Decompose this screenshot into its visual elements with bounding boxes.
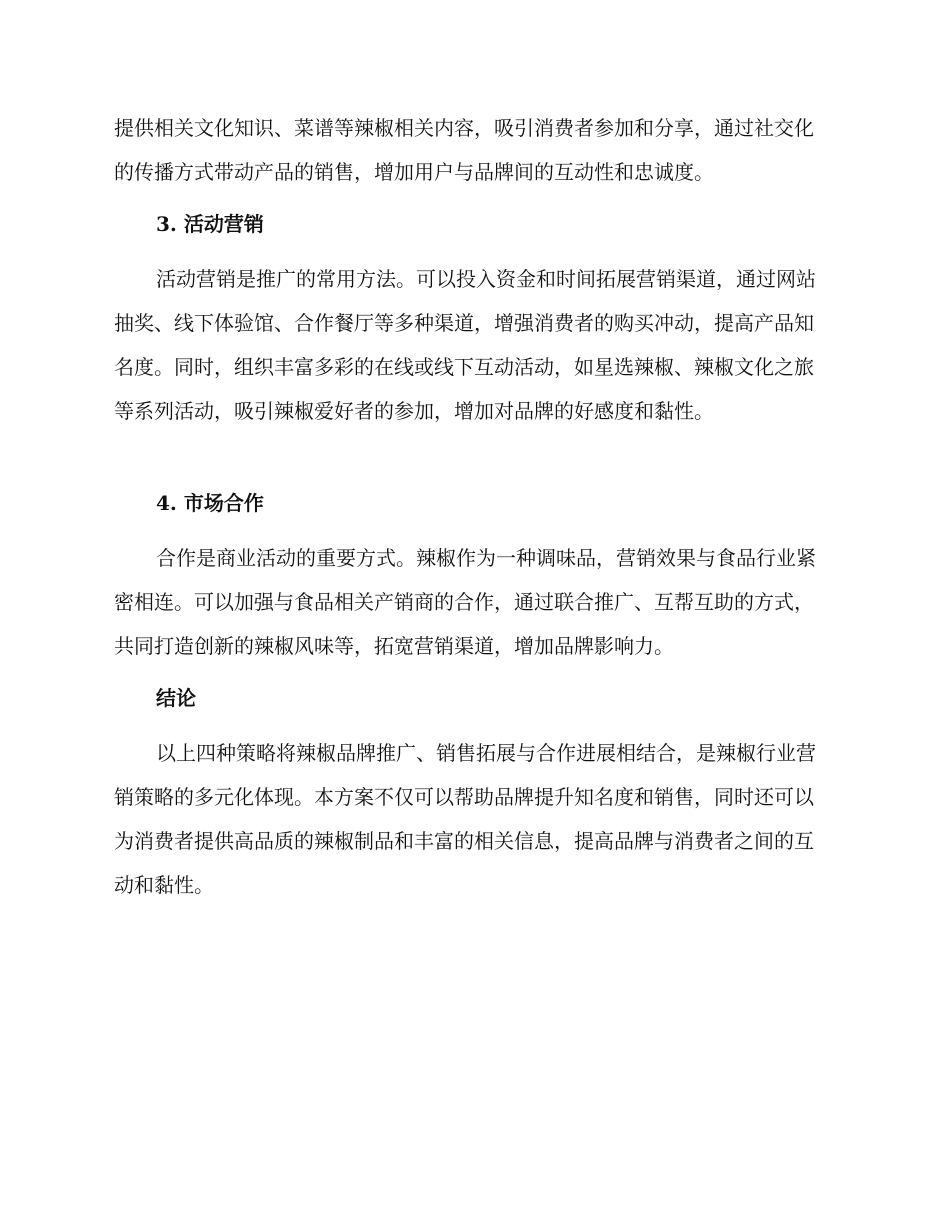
conclusion-heading: 结论: [156, 686, 196, 710]
section4-heading: 4. 市场合作: [156, 491, 264, 515]
section3-body: 活动营销是推广的常用方法。可以投入资金和时间拓展营销渠道，通过网站抽奖、线下体验馆、合作餐厅等多种渠道，增强消费者的购买冲动，提高产品知名度。同时，组织丰富多彩的在线或线下互动活动，如星选辣椒、辣椒文化之旅等系列活动，吸引辣椒爱好者的参加，增加对品牌的好感度和黏性。: [114, 267, 816, 423]
section3-heading: 3. 活动营销: [156, 212, 264, 236]
paragraph-continued: 提供相关文化知识、菜谱等辣椒相关内容，吸引消费者参加和分享，通过社交化的传播方式带动产品的销售，增加用户与品牌间的互动性和忠诚度。: [114, 116, 814, 184]
conclusion-body: 以上四种策略将辣椒品牌推广、销售拓展与合作进展相结合，是辣椒行业营销策略的多元化体现。本方案不仅可以帮助品牌提升知名度和销售，同时还可以为消费者提供高品质的辣椒制品和丰富的相关信息，提高品牌与消费者之间的互动和黏性。: [114, 741, 816, 897]
section4-body: 合作是商业活动的重要方式。辣椒作为一种调味品，营销效果与食品行业紧密相连。可以加强与食品相关产销商的合作，通过联合推广、互帮互助的方式，共同打造创新的辣椒风味等，拓宽营销渠道，增加品牌影响力。: [114, 546, 816, 658]
